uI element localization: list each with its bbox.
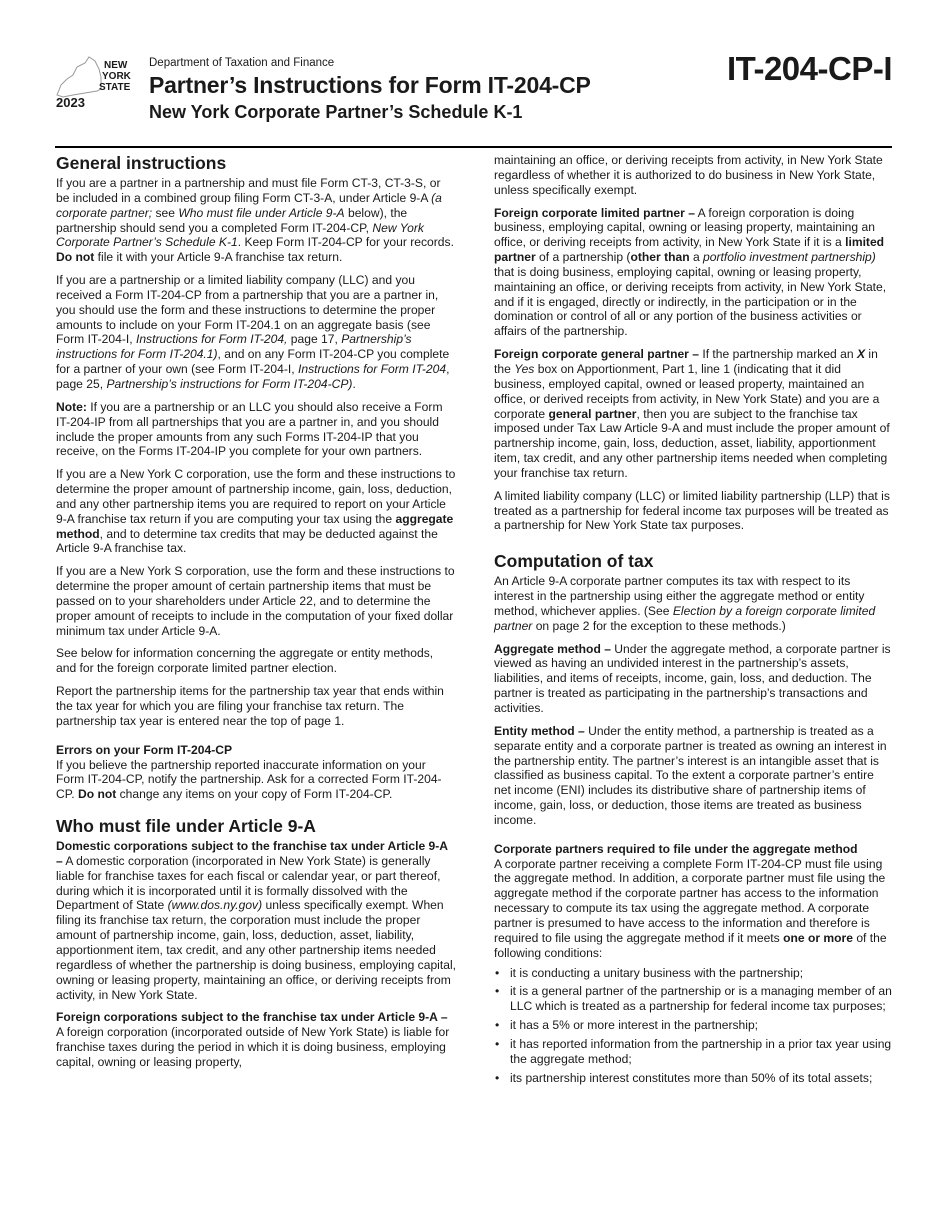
right-column <box>494 153 893 1089</box>
paragraph-computation: An Article 9-A corporate partner computes its tax with respect to its interest in the partnership using either the aggregate method or entity method, whichever applies. (See Election by a foreign corporate limited partner on page 2 for the exception to these methods.) <box>494 574 876 633</box>
paragraph-foreign-corporations: Foreign corporations subject to the franchise tax under Article 9-A – A foreign corporation (incorporated outside of New York State) is liable for franchise taxes during the period in which it is doing business, employing capital, owning or leasing property, <box>56 1010 450 1069</box>
list-item: • it is a general partner of the partnership or is a managing member of an LLC which is treated as a partnership for federal income tax purposes; <box>495 984 892 1014</box>
new-york-state-logo <box>55 55 147 111</box>
paragraph-errors: If you believe the partnership reported inaccurate information on your Form IT-204-CP, notify the partnership. Ask for a corrected Form IT-204-CP. Do not change any items on your copy of Form IT-204-CP. <box>56 757 442 802</box>
list-item: • it has a 5% or more interest in the partnership; <box>495 1018 759 1033</box>
logo-line-york: YORK <box>102 71 131 82</box>
paragraph-foreign-limited-partner: Foreign corporate limited partner – A foreign corporation is doing business, employing capital, owning or leasing property, maintaining an office, or deriving receipts from activity, in New York State if it is a limited partner of a partnership (other than a portfolio investment partnership) that is doing business, employing capital, owning or leasing property, maintaining an office, or deriving receipts from activity, in New York State, and if it is engaged, directly or indirectly, in the participation or in the domination or control of all or any portion of the business activities or affairs of the partnership. <box>494 205 887 339</box>
header-divider <box>55 146 892 148</box>
bullet-icon: • <box>495 965 500 980</box>
bullet-icon: • <box>495 984 500 999</box>
paragraph-c-corporation: If you are a New York C corporation, use the form and these instructions to determine the proper amount of partnership income, gain, loss, deduction, and any other partnership items you are required to report on your Article 9-A franchise tax return if you are computing your tax using the aggregate method, and to determine tax credits that may be deducted against the Article 9-A franchise tax. <box>56 467 456 556</box>
form-id: IT-204-CP-I <box>726 50 892 87</box>
paragraph-general-2: If you are a partnership or a limited liability company (LLC) and you received a Form IT-204-CP from a partnership that you are a partner in, you should use the form and these instructions to determine the proper amounts to include on your Form IT-204.1 on an aggregate basis (see Form IT-204-I, Instructions for Form IT-204, page 17, Partnership’s instructions for Form IT-204.1), and on any Form IT-204-CP you complete for a partner of your own (see Form IT-204-I, Instructions for Form IT-204, page 25, Partnership’s instructions for Form IT-204-CP). <box>56 273 450 391</box>
paragraph-required-aggregate: A corporate partner receiving a complete Form IT-204-CP must file using the aggregate method. In addition, a corporate partner must file using the aggregate method if the corporate partner has access to the information necessary to compute its tax using the aggregate method. A corporate partner is presumed to have access to the information and therefore is required to file using the aggregate method if it meets one or more of the following conditions: <box>494 856 887 960</box>
department-name: Department of Taxation and Finance <box>149 57 335 69</box>
paragraph-report-items: Report the partnership items for the partnership tax year that ends within the tax year for which you are filing your franchise tax return. The partnership tax year is entered near the top of page 1. <box>56 684 444 728</box>
page-title: Partner’s Instructions for Form IT-204-CP <box>149 72 591 98</box>
list-item: • it is conducting a unitary business with the partnership; <box>495 965 804 980</box>
form-year: 2023 <box>56 95 85 110</box>
list-item: • its partnership interest constitutes more than 50% of its total assets; <box>495 1070 873 1085</box>
page-subtitle: New York Corporate Partner’s Schedule K-1 <box>149 102 523 122</box>
bullet-icon: • <box>495 1070 500 1085</box>
list-item: • it has reported information from the partnership in a prior tax year using the aggregate method; <box>495 1036 892 1066</box>
paragraph-llc: A limited liability company (LLC) or limited liability partnership (LLP) that is treated as a partnership for federal income tax purposes will be treated as a partnership for New York State tax purposes. <box>494 488 890 533</box>
subheading-errors: Errors on your Form IT-204-CP <box>56 742 233 757</box>
conditions-list <box>494 966 893 1086</box>
paragraph-entity-method: Entity method – Under the entity method, a partnership is treated as a separate entity and a corporate partner is treated as owning an interest in the partnership entity. The partner’s interest is an intangible asset that is classified as business capital. To the extent a corporate partner’s entire net income (ENI) includes its distributive share of partnership items of income, gain, loss, or deduction, those items are treated as business income. <box>494 723 887 827</box>
paragraph-s-corporation: If you are a New York S corporation, use the form and these instructions to determine the proper amount of certain partnership items that must be passed on to your shareholders under Article 22, and to determine the proper amount of receipts to include in the computation of your fixed dollar minimum tax under Article 9-A. <box>56 564 455 638</box>
page-header <box>0 0 950 150</box>
paragraph-note: Note: If you are a partnership or an LLC you should also receive a Form IT-204-IP from all partnerships that you are a partner in, and you should include the proper amounts from any such Forms IT-204-IP that you receive, on the Forms IT-204-IP you complete for your own partners. <box>56 399 443 459</box>
section-heading-general: General instructions <box>56 153 227 173</box>
logo-line-state: STATE <box>99 82 131 93</box>
section-heading-who-must-file: Who must file under Article 9-A <box>56 816 316 837</box>
paragraph-see-below: See below for information concerning the aggregate or entity methods, and for the foreign corporate limited partner election. <box>56 646 434 676</box>
section-heading-computation: Computation of tax <box>494 551 654 572</box>
paragraph-aggregate-method: Aggregate method – Under the aggregate method, a corporate partner is viewed as having an undivided interest in the partnership’s assets, liabilities, and items of receipts, income, gain, loss, and deduction. The partner is treated as participating in the partnership’s transactions and activities. <box>494 641 891 715</box>
subheading-required-aggregate: Corporate partners required to file under the aggregate method <box>494 841 858 856</box>
logo-line-new: NEW <box>104 60 128 71</box>
paragraph-continued: maintaining an office, or deriving receipts from activity, in New York State regardless of whether it is authorized to do business in New York State, unless specifically exempt. <box>494 153 883 197</box>
left-column <box>56 153 456 1078</box>
paragraph-foreign-general-partner: Foreign corporate general partner – If the partnership marked an X in the Yes box on Apportionment, Part 1, line 1 (indicating that it did business, employed capital, owned or leased property, maintained an office, or derived receipts from activity, in New York State) and you are a corporate general partner, then you are subject to the franchise tax imposed under Tax Law Article 9-A and must include the proper amount of partnership income, gain, loss, deduction, asset, liability, apportionment item, tax credit, and any other partnership items needed when completing your franchise tax return. <box>494 347 890 480</box>
bullet-icon: • <box>495 1036 500 1051</box>
paragraph-general-1: If you are a partner in a partnership and must file Form CT-3, CT-3-S, or be included in a combined group filing Form CT-3-A, under Article 9-A (a corporate partner; see Who must file under Article 9-A below), the partnership should send you a completed Form IT-204-CP, New York Corporate Partner’s Schedule K-1. Keep Form IT-204-CP for your records. Do not file it with your Article 9-A franchise tax return. <box>56 176 454 265</box>
bullet-icon: • <box>495 1018 500 1033</box>
paragraph-domestic-corporations: Domestic corporations subject to the franchise tax under Article 9-A – A domestic corporation (incorporated in New York State) is generally liable for franchise taxes for each fiscal or calendar year, or part thereof, during which it is incorporated until it is formally dissolved with the Department of State (www.dos.ny.gov) unless specifically exempt. When filing its franchise tax return, the corporation must include the proper amount of partnership income, gain, loss, deduction, asset, liability, apportionment item, tax credit, and any other partnership items needed regardless of whether the partnership is doing business, employing capital, owning or leasing property, maintaining an office, or deriving receipts from activity, in New York State. <box>56 839 456 1002</box>
